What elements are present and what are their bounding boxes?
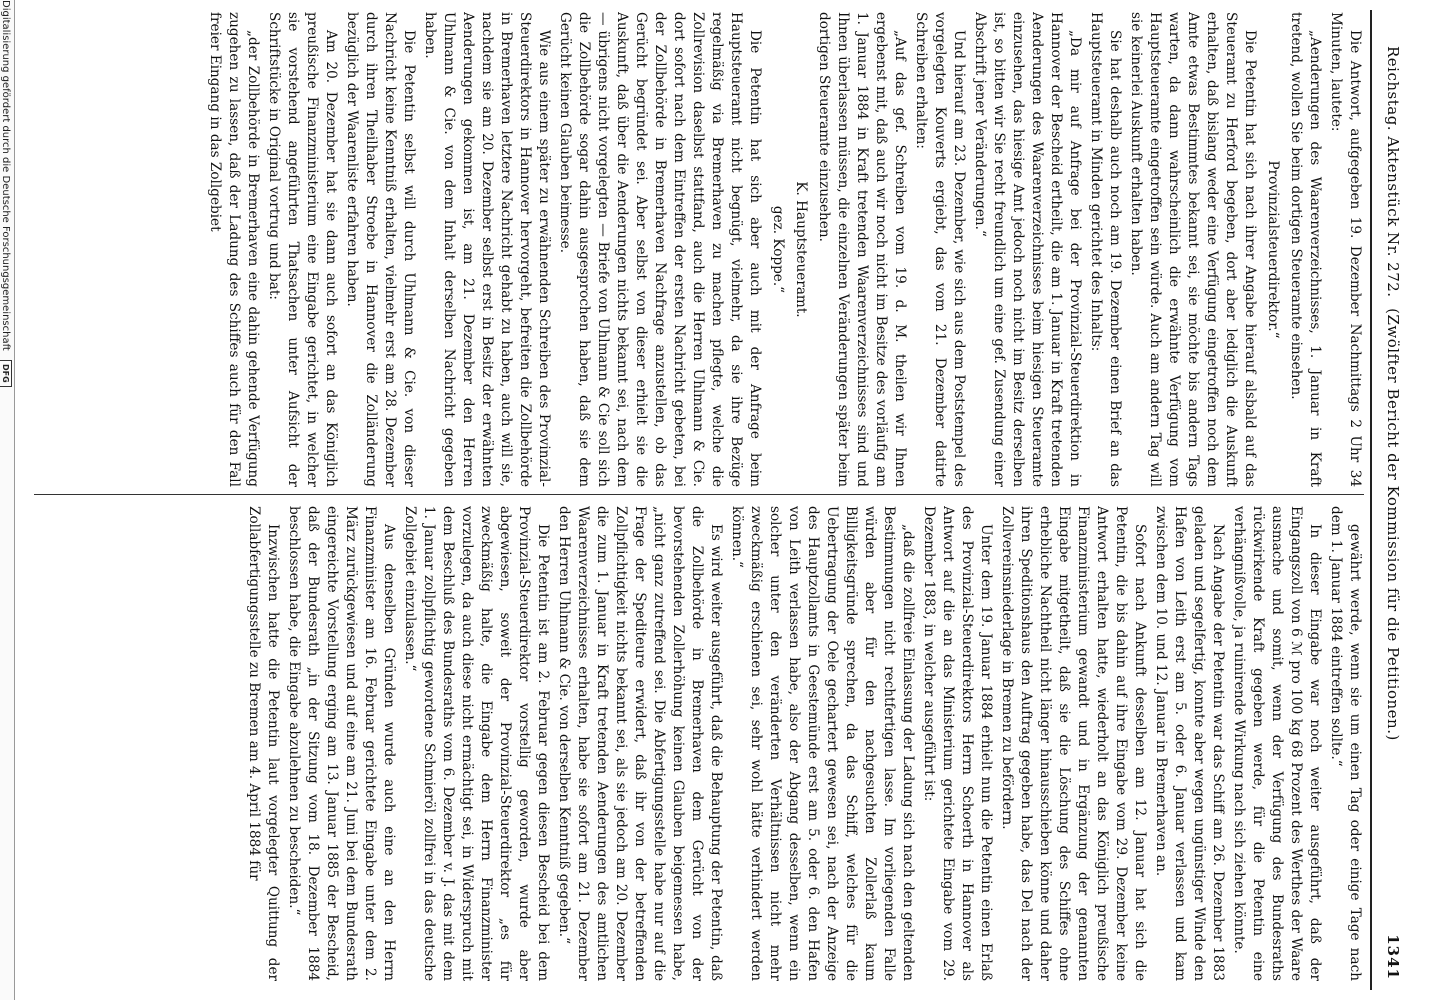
paragraph: Provinzialsteuerdirektor.“	[1265, 160, 1281, 339]
paragraph: Aus denselben Gründen wurde auch eine an den Herrn Finanzminister am 16. Februar gerichtete Eingabe unter dem 2. März zurückgewiesen und auf eine am 21. Juni bei dem Bundesrath eingereichte Vorstellung erging am 13. Januar 1885 der Bescheid, daß der Bundesrath „in der Sitzung vom 18. Dezember 1884 beschlossen habe, die Eingabe abzulehnen zu bescheiden.“	[286, 506, 397, 981]
digitization-credit	[0, 0, 12, 1000]
paragraph: gewährt werde, wenn sie um einen Tag oder einige Tage nach dem 1. Januar 1884 eintreffen sollte.“	[1328, 506, 1363, 981]
paragraph: Es wird weiter ausgeführt, daß die Behauptung der Petentin, daß die Zollbehörde in Bremerhaven dem Gerücht von der bevorstehenden Zollerhöhung keinen Glauben beigemessen habe, „nicht ganz zutreffend sei. Die Abfertigungsstelle habe nur auf die Frage der Spediteure erwidert, daß ihr von der betreffenden Zollpflichtigkeit nichts bekannt sei, als sie jedoch am 20. Dezember die zum 1. Januar in Kraft tretenden Aenderungen des amtlichen Waarenverzeichnisses erhalten, habe sie sofort am 21. Dezember den Herren Uhlmann & Cie. von derselben Kenntniß gegeben.“	[556, 506, 724, 981]
column-divider	[34, 494, 1364, 495]
paragraph: Und hierauf am 23. Dezember, wie sich aus dem Poststempel des vorgelegten Kouverts ergiebt, das vom 21. Dezember datirte Schreiben erhalten:	[913, 12, 967, 487]
paragraph: Inzwischen hatte die Petentin laut vorgelegter Quittung der Zollabfertigungsstelle zu Bremen am 4. April 1884 für	[246, 506, 281, 981]
paragraph: gez. Koppe.“	[770, 205, 786, 294]
dfg-logo: DFG	[0, 360, 12, 387]
paragraph: Die Antwort, aufgegeben 19. Dezember Nachmittags 2 Uhr 34 Minuten, lautete:	[1328, 12, 1363, 487]
page-header	[1370, 10, 1408, 990]
paragraph: „Auf das gef. Schreiben vom 19. d. M. theilen wir Ihnen ergebenst mit, daß auch wir noch nicht im Besitze des vorläufig am 1. Januar 1884 in Kraft tretenden Waarenverzeichnisses sind und Ihnen überlassen müssen, die einzelnen Veränderungen später beim dortigen Steueramte einzusehen.	[816, 12, 908, 487]
header-title: Reichstag. Aktenstück Nr. 272. (Zwölfter Bericht der Kommission für die Petitionen.)	[1384, 46, 1402, 741]
paragraph: Unter dem 19. Januar 1884 erhielt nun die Petentin einen Erlaß des Provinzial-Steuerdirektors Herrn Schoerth in Hannover als Antwort auf die an das Ministerium gerichtete Eingabe vom 29. Dezember 1883, in welcher ausgeführt ist:	[921, 506, 994, 981]
paragraph: „daß die zollfreie Einlassung der Ladung sich nach den geltenden Bestimmungen nicht rechtfertigen lasse. Im vorliegenden Falle würden aber für den nachgesuchten Zollerlaß kaum Billigkeitsgründe sprechen, da das Schiff, welches für die Uebertragung der Oele gechartert gewesen sei, nach der Anzeige des Hauptzollamts in Geestemünde erst am 5. oder 6. den Hafen von Leith verlassen habe, also der Abgang desselben, wenn ein solcher unter den veränderten Verhältnissen nicht mehr zweckmäßig erschienen sei, sehr wohl hätte verhindert werden können.“	[729, 506, 916, 981]
paragraph: Am 20. Dezember hat sie dann auch sofort an das Königlich preußische Finanzministerium eine Eingabe gerichtet, in welcher sie vorstehend angeführten Thatsachen unter Aufsicht der Schriftstücke in Original vortrug und bat:	[266, 12, 339, 487]
paragraph: „Aenderungen des Waarenverzeichnisses, 1. Januar in Kraft tretend, wollen Sie beim dortigen Steueramte einsehen.	[1288, 12, 1323, 487]
paragraph: „Da mir auf Anfrage bei der Provinzial-Steuerdirektion in Hannover der Bescheid ertheilt, die am 1. Januar in Kraft tretenden Aenderungen des Waarenverzeichnisses beim hiesigen Steueramte einzusehen, das hiesige Amt jedoch noch nicht im Besitz derselben ist, so bitten wir Sie recht freundlich um eine gef. Zusendung einer Abschrift jener Veränderungen.“	[972, 12, 1083, 487]
page-number: 1341	[1384, 934, 1402, 980]
paragraph: Die Petentin ist am 2. Februar gegen diesen Bescheid bei dem Provinzial-Steuerdirektor vorstellig geworden, wurde aber abgewiesen, soweit der Provinzial-Steuerdirektor „es für zweckmäßig halte, die Eingabe dem Herrn Finanzminister vorzulegen, da auch diese nicht ermächtigt sei, in Widerspruch mit dem Beschluß des Bundesraths vom 6. Dezember v. J. das mit dem 1. Januar zollpflichtig gewordene Schmieröl zollfrei in das deutsche Zollgebiet einzulassen.“	[402, 506, 551, 981]
paragraph: Nach Angabe der Petentin war das Schiff am 26. Dezember 1883 geladen und segelfertig, konnte aber wegen ungünstiger Winde den Hafen von Leith erst am 5. oder 6. Januar verlassen und kam zwischen dem 10. und 12. Januar in Bremerhaven an.	[1153, 506, 1226, 981]
scanned-page	[16, 0, 1416, 1000]
left-column	[34, 12, 1364, 487]
paragraph: Die Petentin hat sich nach ihrer Angabe hierauf alsbald auf das Steueramt zu Herford begeben, dort aber lediglich die Auskunft erhalten, daß bislang weder eine Verfügung eingetroffen noch dem Amte etwas Bestimmtes bekannt sei, sie möchte bis andern Tags warten, da dann wahrscheinlich die erwähnte Verfügung vom Hauptsteueramte eingetroffen sein würde. Auch am andern Tag will sie keinerlei Auskunft erhalten haben.	[1128, 12, 1258, 487]
paragraph: K. Hauptsteueramt.	[793, 181, 809, 318]
paragraph: Wie aus einem später zu erwähnenden Schreiben des Provinzial-Steuerdirektors in Hannover hervorgeht, befreiten die Zollbehörde in Bremerhaven letztere Nachricht gehabt zu haben, auch will sie, nachdem sie am 20. Dezember selbst erst in Besitz der erwähnten Aenderungen gekommen ist, am 21. Dezember den Herren Uhlmann & Cie. von dem Inhalt derselben Nachricht gegeben haben.	[422, 12, 552, 487]
credit-text: Digitalisierung gefördert durch die Deutsche Forschungsgemeinschaft	[0, 0, 11, 351]
paragraph: Sofort nach Ankunft desselben am 12. Januar hat sich die Petentin, die bis dahin auf ihre Eingabe vom 29. Dezember keine Antwort erhalten hatte, wiederholt an das Königlich preußische Finanzministerium gewandt und in Ergänzung der genannten Eingabe mitgetheilt, daß sie die Löschung des Schiffes ohne erhebliche Nachtheil nicht länger hinausschieben könne und daher ihren Speditionshaus den Auftrag gegeben habe, das Del nach der Zollvereinsniederlage in Bremen zu befördern.	[999, 506, 1148, 981]
right-column	[34, 506, 1364, 981]
paragraph: Die Petentin selbst will durch Uhlmann & Cie. von dieser Nachricht keine Kenntniß erhalten, vielmehr erst am 28. Dezember durch ihren Theilhaber Stroebe in Hannover die Zolländerung bezüglich der Waarenliste erfahren haben.	[344, 12, 417, 487]
paragraph: „der Zollbehörde in Bremerhaven eine dahin gehende Verfügung zugehen zu lassen, daß der Ladung des Schiffes auch für den Fall freier Eingang in das Zollgebiet	[207, 12, 261, 487]
paragraph: Sie hat deshalb auch noch am 19. Dezember einen Brief an das Hauptsteueramt in Minden gerichtet des Inhalts:	[1088, 12, 1123, 487]
paragraph: In dieser Eingabe war noch weiter ausgeführt, daß der Eingangszoll von 6 ℳ pro 100 kg 68 Prozent des Werthes der Waare ausmache und somit, wenn der Verfügung des Bundesraths rückwirkende Kraft gegeben werde, für die Petentin eine verhängnißvolle, ja ruinirende Wirkung nach sich ziehen könnte.	[1231, 506, 1323, 981]
paragraph: Die Petentin hat sich aber auch mit der Anfrage beim Hauptsteueramt nicht begnügt, vielmehr, da sie ihre Bezüge regelmäßig via Bremerhaven zu machen pflegte, welche die Zollrevision daselbst stattfand, auch die Herren Uhlmann & Cie. dort sofort nach dem Eintreffen der ersten Nachricht gebeten, bei der Zollbehörde in Bremerhaven Nachfrage anzustellen, ob das Gerücht begründet sei. Aber selbst von dieser erhielt sie die Auskunft, daß über die Aenderungen nichts bekannt sei, nach dem — übrigens nicht vorgelegten — Briefe von Uhlmann & Cie soll sich die Zollbehörde sogar dahin ausgesprochen haben, daß sie dem Gerücht keinen Glauben beimesse.	[557, 12, 763, 487]
digitization-credit-bar	[0, 0, 15, 1000]
